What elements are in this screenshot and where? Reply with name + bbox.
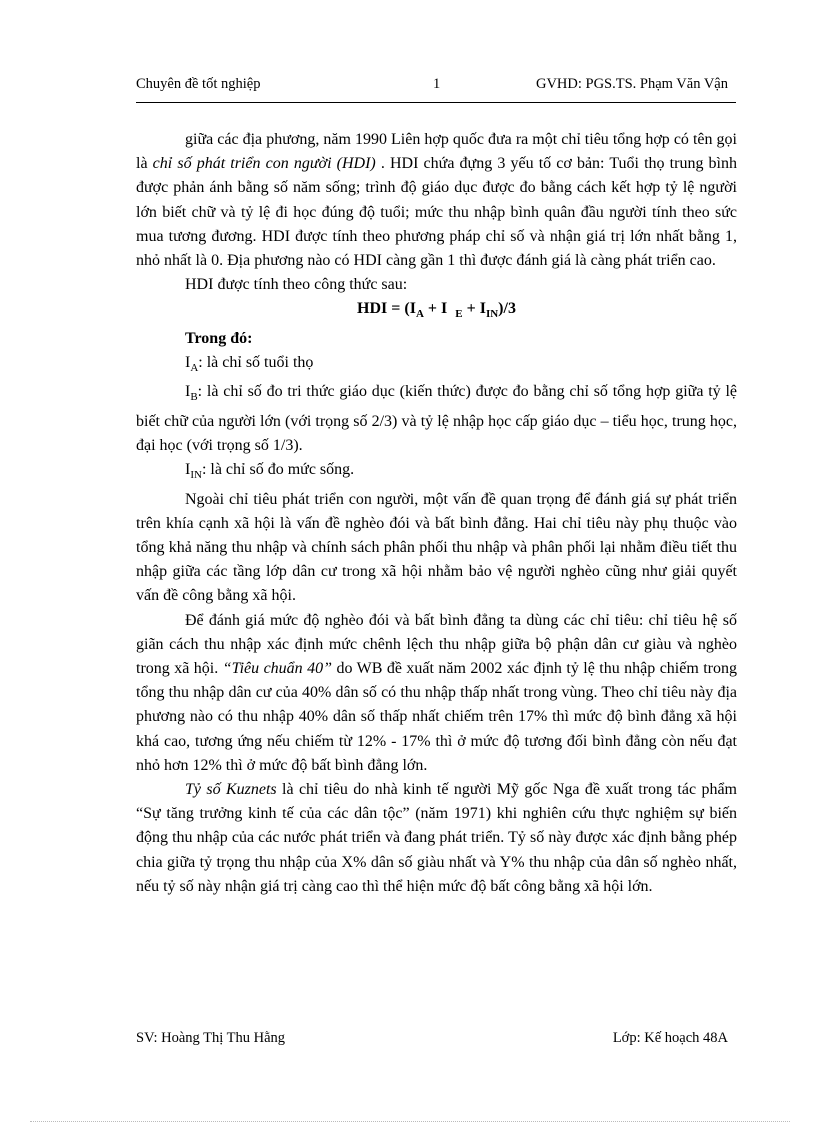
definition-iin: $I_{IN}$: là chỉ số đo mức sống. [185,461,355,482]
definition-ia: $I_A$: là chỉ số tuổi thọ [185,354,314,375]
paragraph-poverty-inequality: Ngoài chỉ tiêu phát triển con người, một vấn đề quan trọng để đánh giá sự phát triển trên khía cạnh xã hội là vấn đề nghèo đói và bất bình đẳng. Hai chỉ tiêu này phụ thuộc vào tổng khả năng thu nhập và chính sách phân phối thu nhập và phân phối lại nhằm điều tiết thu nhập giữa các tầng lớp dân cư trong xã hội nhằm bảo vệ người nghèo cũng như giải quyết vấn đề công bằng xã hội. [136,490,737,605]
definition-ib: $I_B$: là chỉ số đo tri thức giáo dục (kiến thức) được đo bằng chỉ số tổng hợp giữa tỷ lệ biết chữ của người lớn (với trọng số 2/3) và tỷ lệ nhập học cấp giáo dục – tiểu học, trung học, đại học (với trọng số 1/3). [136,383,737,454]
hdi-term: chỉ số phát triển con người (HDI) [152,155,376,173]
paragraph-formula-intro: HDI được tính theo công thức sau: [185,276,408,294]
where-heading: Trong đó: [185,329,253,347]
paragraph-standard-40: Để đánh giá mức độ nghèo đói và bất bình đẳng ta dùng các chỉ tiêu: chỉ tiêu hệ số giãn cách thu nhập xác định mức chênh lệch thu nhập giữa bộ phận dân cư giàu và nghèo trong xã hội. “Tiêu chuẩn 40” do WB đề xuất năm 2002 xác định tỷ lệ thu nhập chiếm trong tổng thu nhập dân cư của 40% dân số có thu nhập thấp nhất trong vùng. Theo chỉ tiêu này địa phương nào có thu nhập 40% dân số thấp nhất chiếm trên 17% thì mức độ bình đẳng xã hội khá cao, tương ứng nếu chiếm từ 12% - 17% thì ở mức độ tương đối bình đẳng còn nếu đạt nhỏ hơn 12% thì ở mức độ bất bình đẳng lớn. [136,611,738,774]
header-document-type: Chuyên đề tốt nghiệp [136,76,261,92]
page-header [136,76,728,96]
footer-class: Lớp: Kế hoạch 48A [612,1030,728,1046]
header-page-number: 1 [433,76,441,92]
footer-student: SV: Hoàng Thị Thu Hằng [136,1030,286,1046]
document-body [136,128,737,899]
paragraph-hdi-intro: giữa các địa phương, năm 1990 Liên hợp quốc đưa ra một chỉ tiêu tổng hợp có tên gọi là chỉ số phát triển con người (HDI) . HDI chứa đựng 3 yếu tố cơ bản: Tuổi thọ trung bình được phản ánh bằng số năm sống; trình độ giáo dục được đo bằng cách kết hợp tỷ lệ người lớn biết chữ và tỷ lệ đi học đúng độ tuổi; mức thu nhập bình quân đầu người tính theo sức mua tương đương. HDI được tính theo phương pháp chỉ số và nhận giá trị lớn nhất bằng 1, nhỏ nhất là 0. Địa phương nào có HDI càng gần 1 thì được đánh giá là càng phát triển cao. [136,131,738,270]
page-bottom-rule [30,1121,790,1122]
page-footer [136,1030,728,1050]
hdi-formula: HDI = ($I_A + I$ $_E + I_{IN})/3$ [357,300,516,321]
kuznets-term: Tỷ số Kuznets [185,781,277,799]
header-rule [136,102,736,103]
standard-40-term: “Tiêu chuẩn 40” [222,660,333,678]
paragraph-kuznets: Tỷ số Kuznets là chỉ tiêu do nhà kinh tế người Mỹ gốc Nga đề xuất trong tác phẩm “Sự tăng trưởng kinh tế của các dân tộc” (năm 1971) khi nghiên cứu thực nghiệm sự biến động thu nhập của các nước phát triển và đang phát triển. Tỷ số này được xác định bằng phép chia giữa tỷ trọng thu nhập của X% dân số giàu nhất và Y% thu nhập của dân số nghèo nhất, nếu tỷ số này nhận giá trị càng cao thì thể hiện mức độ bất công bằng xã hội lớn. [136,781,738,895]
header-supervisor: GVHD: PGS.TS. Phạm Văn Vận [535,76,728,92]
